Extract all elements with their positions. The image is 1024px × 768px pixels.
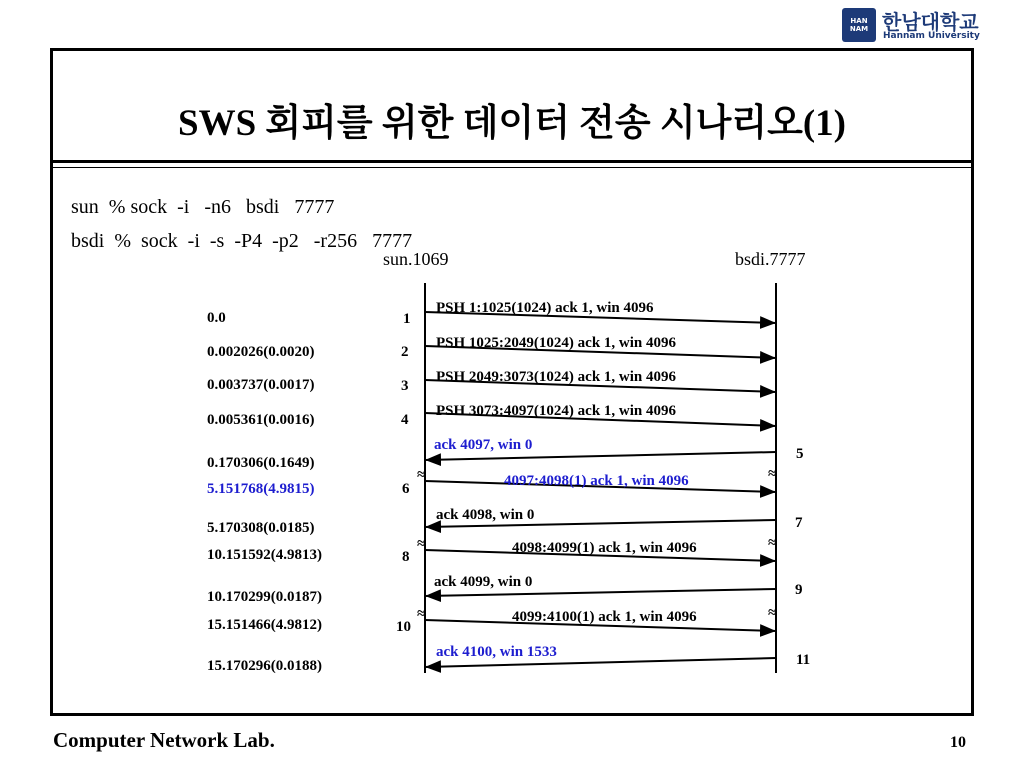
segment-label-3: PSH 2049:3073(1024) ack 1, win 4096 (436, 369, 676, 385)
slide-title: SWS 회피를 위한 데이터 전송 시나리오(1) (178, 103, 846, 144)
timestamp-9: 10.170299(0.0187) (207, 589, 322, 605)
segment-label-11: ack 4100, win 1533 (436, 644, 557, 660)
segment-number-11: 11 (796, 652, 811, 668)
segment-label-4: PSH 3073:4097(1024) ack 1, win 4096 (436, 403, 676, 419)
segment-label-7: ack 4098, win 0 (436, 507, 535, 523)
timestamp-11: 15.170296(0.0188) (207, 658, 322, 674)
segment-number-8: 8 (402, 549, 410, 565)
timestamp-10: 15.151466(4.9812) (207, 617, 322, 633)
segment-number-1: 1 (403, 311, 411, 327)
segment-number-10: 10 (396, 619, 411, 635)
time-break-icon: ≈ (417, 606, 426, 622)
timestamp-2: 0.002026(0.0020) (207, 344, 315, 360)
segment-label-6: 4097:4098(1) ack 1, win 4096 (504, 473, 689, 489)
logo-mark-icon: HAN NAM (842, 8, 876, 42)
timestamp-6: 5.151768(4.9815) (207, 481, 315, 497)
timestamp-5: 0.170306(0.1649) (207, 455, 315, 471)
segment-number-7: 7 (795, 515, 803, 531)
footer-lab-name: Computer Network Lab. (53, 728, 275, 752)
time-break-icon: ≈ (417, 467, 426, 483)
host-left-label: sun.1069 (383, 249, 449, 269)
timestamp-1: 0.0 (207, 310, 226, 326)
segment-number-5: 5 (796, 446, 804, 462)
segment-arrow-9 (425, 589, 776, 596)
logo-korean-name: 한남대학교 (882, 10, 979, 34)
segment-label-10: 4099:4100(1) ack 1, win 4096 (512, 609, 697, 625)
time-break-icon: ≈ (768, 605, 777, 621)
time-break-icon: ≈ (768, 535, 777, 551)
command-bsdi: bsdi % sock -i -s -P4 -p2 -r256 7777 (71, 230, 413, 252)
timestamp-7: 5.170308(0.0185) (207, 520, 315, 536)
command-sun: sun % sock -i -n6 bsdi 7777 (71, 196, 335, 218)
segment-number-6: 6 (402, 481, 410, 497)
segment-label-9: ack 4099, win 0 (434, 574, 533, 590)
timestamp-8: 10.151592(4.9813) (207, 547, 322, 563)
segment-number-2: 2 (401, 344, 409, 360)
segment-label-2: PSH 1025:2049(1024) ack 1, win 4096 (436, 335, 676, 351)
segment-number-9: 9 (795, 582, 803, 598)
segment-number-4: 4 (401, 412, 409, 428)
segment-number-3: 3 (401, 378, 409, 394)
time-break-icon: ≈ (768, 466, 777, 482)
timestamp-3: 0.003737(0.0017) (207, 377, 315, 393)
time-break-icon: ≈ (417, 536, 426, 552)
page-number: 10 (950, 734, 966, 751)
segment-label-1: PSH 1:1025(1024) ack 1, win 4096 (436, 300, 654, 316)
segment-label-5: ack 4097, win 0 (434, 437, 533, 453)
segment-label-8: 4098:4099(1) ack 1, win 4096 (512, 540, 697, 556)
segment-arrow-5 (425, 452, 776, 460)
host-right-label: bsdi.7777 (735, 249, 806, 269)
logo-english-name: Hannam University (883, 31, 980, 41)
timestamp-4: 0.005361(0.0016) (207, 412, 315, 428)
